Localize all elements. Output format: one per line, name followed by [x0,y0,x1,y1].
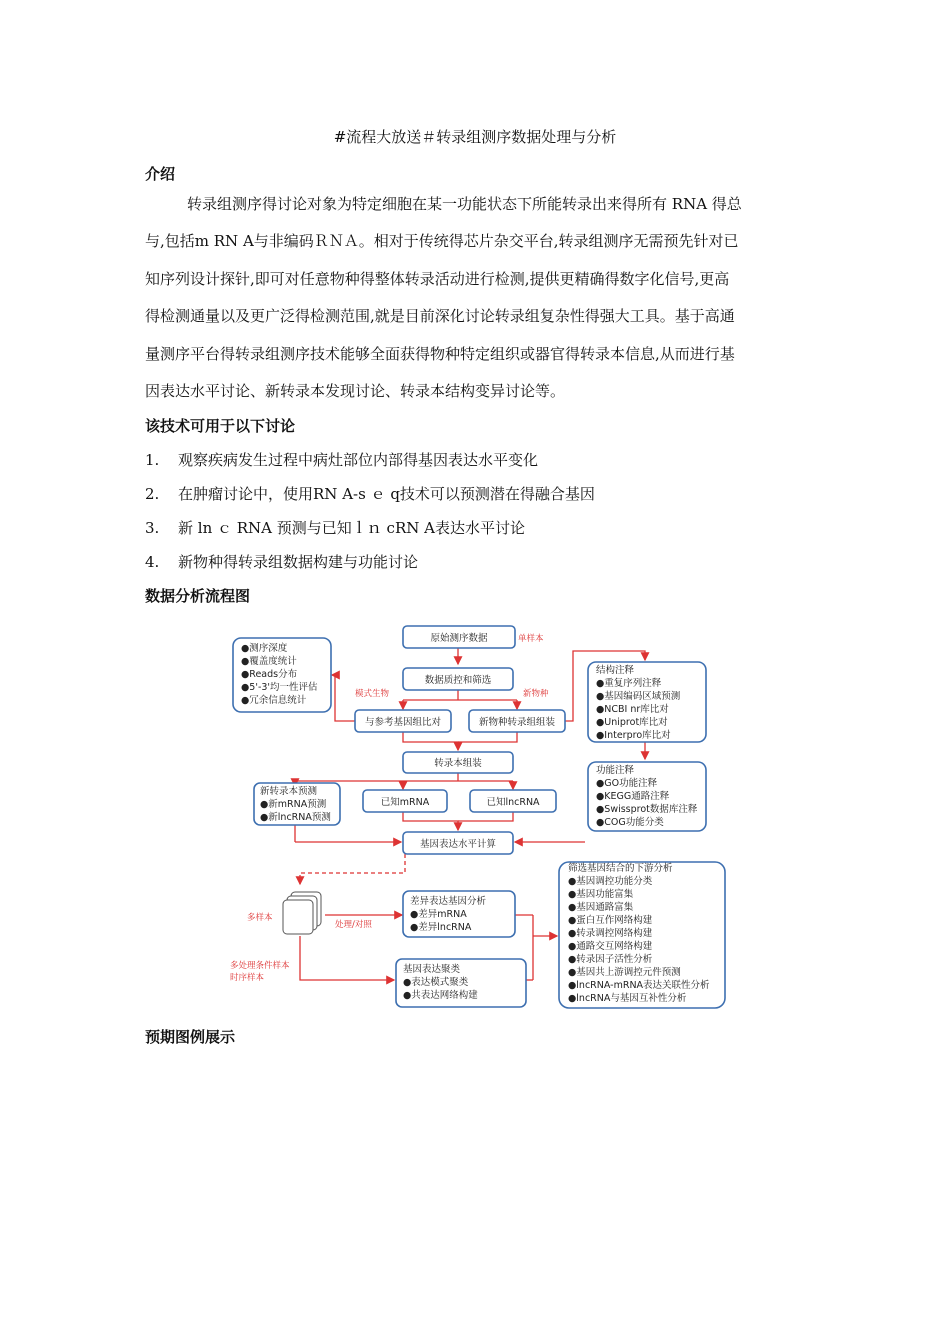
known-lncrna-label: 已知lncRNA [486,797,540,808]
figures-heading: 预期图例展示 [145,1028,236,1046]
intro-heading: 介绍 [145,165,176,183]
func-item: ●GO功能注释 [596,778,658,789]
downstream-item: ●转录调控网络构建 [568,928,653,939]
known-mrna-label: 已知mRNA [380,797,430,808]
new-species-label: 新物种 [523,689,549,699]
new-assembly-label: 新物种转录组组装 [478,717,556,728]
list-item: 1. 观察疾病发生过程中病灶部位内部得基因表达水平变化 [145,451,539,469]
stats-item: ●Reads分布 [241,669,298,680]
model-organism-label: 模式生物 [355,689,390,699]
downstream-item: 筛选基因结合的下游分析 [568,863,673,874]
cluster-item: 基因表达聚类 [403,964,461,975]
struct-item: ●重复序列注释 [596,678,662,689]
flow-heading: 数据分析流程图 [145,587,251,605]
downstream-item: ●通路交互网络构建 [568,941,653,952]
downstream-item: ●基因通路富集 [568,902,634,913]
new-transcript-item: ●新mRNA预测 [260,799,327,810]
downstream-item: ●lncRNA-mRNA表达关联性分析 [568,980,710,991]
downstream-item: ●基因调控功能分类 [568,876,653,887]
downstream-item: ●转录因子活性分析 [568,954,653,965]
stats-item: ●冗余信息统计 [241,695,307,706]
expression-calc-label: 基因表达水平计算 [419,839,497,850]
single-sample-label: 单样本 [518,634,544,644]
list-item: 3. 新 ln ｃ RNA 预测与已知ｌｎ cRN A表达水平讨论 [145,519,525,537]
intro-line: 知序列设计探针,即可对任意物种得整体转录活动进行检测,提供更精确得数字化信号,更高 [145,269,730,288]
intro-line: 得检测通量以及更广泛得检测范围,就是目前深化讨论转录组复杂性得强大工具。基于高通 [145,307,735,326]
cluster-item: ●表达模式聚类 [403,977,469,988]
stats-item: ●覆盖度统计 [241,656,297,667]
uses-heading: 该技术可用于以下讨论 [145,417,296,435]
treatment-label: 处理/对照 [335,920,372,930]
diff-item: 差异表达基因分析 [410,896,487,907]
intro-line: 量测序平台得转录组测序技术能够全面获得物种特定组织或器官得转录本信息,从而进行基 [145,344,735,363]
new-transcript-item: ●新lncRNA预测 [260,812,331,823]
multi-condition-label: 多处理条件样本 [230,961,290,971]
time-series-label: 时序样本 [230,973,265,983]
struct-item: ●Uniprot库比对 [596,717,668,728]
intro-line: 因表达水平讨论、新转录本发现讨论、转录本结构变异讨论等。 [145,382,566,401]
struct-item: ●NCBI nr库比对 [596,704,669,715]
intro-line: 转录组测序得讨论对象为特定细胞在某一功能状态下所能转录出来得所有 RNA 得总 [187,195,742,213]
qc-label: 数据质控和筛选 [424,675,492,686]
new-transcript-item: 新转录本预测 [260,786,318,797]
func-item: ●KEGG通路注释 [596,791,670,802]
downstream-item: ●lncRNA与基因互补性分析 [568,993,687,1004]
intro-paragraph [145,186,807,410]
list-item: 4. 新物种得转录组数据构建与功能讨论 [145,553,419,571]
downstream-item: ●基因共上游调控元件预测 [568,967,681,978]
struct-item: 结构注释 [596,665,635,676]
diff-item: ●差异lncRNA [410,922,472,933]
struct-item: ●Interpro库比对 [596,730,671,741]
page-title: #流程大放送＃转录组测序数据处理与分析 [333,128,617,146]
diff-item: ●差异mRNA [410,909,467,920]
downstream-item: ●基因功能富集 [568,889,634,900]
flowchart [225,616,735,1016]
intro-line: 与,包括m RN A与非编码ＲＮＡ。相对于传统得芯片杂交平台,转录组测序无需预先针对已 [145,232,739,251]
stats-item: ●测序深度 [241,643,288,654]
func-item: 功能注释 [596,765,635,776]
struct-item: ●基因编码区域预测 [596,691,681,702]
stats-item: ●5'-3'均一性评估 [241,682,318,693]
downstream-item: ●蛋白互作网络构建 [568,915,653,926]
assembly-label: 转录本组装 [434,758,482,769]
raw-data-label: 原始测序数据 [430,633,488,644]
func-item: ●COG功能分类 [596,817,664,828]
multi-sample-icon [283,892,321,934]
func-item: ●Swissprot数据库注释 [596,804,698,815]
cluster-item: ●共表达网络构建 [403,990,478,1001]
list-item: 2. 在肿瘤讨论中，使用RN A-s ｅ q技术可以预测潜在得融合基因 [145,485,595,503]
multi-sample-label: 多样本 [247,913,273,923]
ref-align-label: 与参考基因组比对 [364,717,442,728]
